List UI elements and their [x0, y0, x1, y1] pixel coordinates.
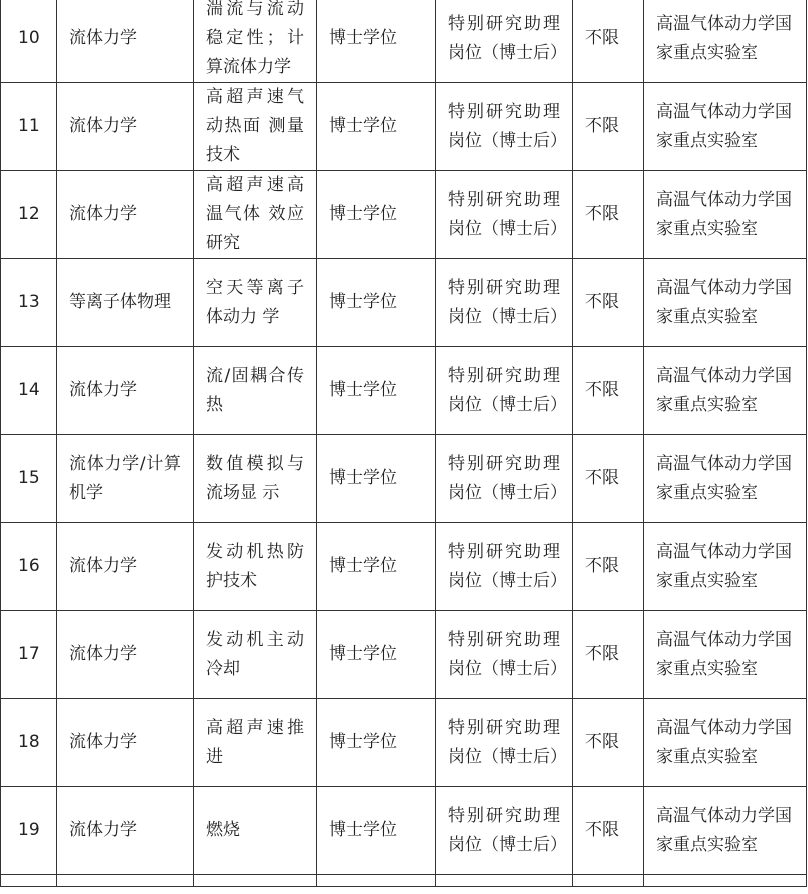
table-row [1, 523, 807, 611]
research-direction-cell: 空天等离子体动力 学 [194, 259, 317, 347]
row-number: 13 [1, 259, 57, 347]
research-direction-cell: 数值模拟与流场显 示 [194, 435, 317, 523]
research-direction-cell: 发动机主动冷却 [194, 611, 317, 699]
degree-cell: 博士学位 [317, 0, 436, 83]
unit-cell: 高温气体动力学国家重点实验室 [644, 435, 807, 523]
age-cell: 不限 [573, 699, 644, 787]
age-cell: 不限 [573, 435, 644, 523]
post-cell: 特别研究助理岗位（博士后） [436, 611, 573, 699]
unit-cell: 高温气体动力学国家重点实验室 [644, 523, 807, 611]
unit-cell: 高温气体动力学国家重点实验室 [644, 259, 807, 347]
degree-cell: 博士学位 [317, 259, 436, 347]
table-row [1, 83, 807, 171]
discipline-cell: 流体力学 [57, 171, 194, 259]
row-number: 18 [1, 699, 57, 787]
research-direction-cell: 高超声速高温气体 效应研究 [194, 171, 317, 259]
age-cell: 不限 [573, 259, 644, 347]
unit-cell [644, 875, 807, 887]
table-row [1, 171, 807, 259]
post-cell: 特别研究助理岗位（博士后） [436, 0, 573, 83]
post-cell: 特别研究助理岗位（博士后） [436, 435, 573, 523]
row-number: 19 [1, 787, 57, 875]
age-cell [573, 875, 644, 887]
age-cell: 不限 [573, 523, 644, 611]
row-number: 16 [1, 523, 57, 611]
post-cell [436, 875, 573, 887]
age-cell: 不限 [573, 787, 644, 875]
unit-cell: 高温气体动力学国家重点实验室 [644, 787, 807, 875]
age-cell: 不限 [573, 611, 644, 699]
age-cell: 不限 [573, 83, 644, 171]
discipline-cell [57, 875, 194, 887]
row-number: 10 [1, 0, 57, 83]
table-row [1, 787, 807, 875]
post-cell: 特别研究助理岗位（博士后） [436, 347, 573, 435]
unit-cell: 高温气体动力学国家重点实验室 [644, 699, 807, 787]
research-direction-cell: 高超声速气动热面 测量技术 [194, 83, 317, 171]
post-cell: 特别研究助理岗位（博士后） [436, 259, 573, 347]
table-row [1, 435, 807, 523]
age-cell: 不限 [573, 171, 644, 259]
degree-cell: 博士学位 [317, 787, 436, 875]
degree-cell: 博士学位 [317, 171, 436, 259]
degree-cell [317, 875, 436, 887]
unit-cell: 高温气体动力学国家重点实验室 [644, 0, 807, 83]
table-row-partial [1, 875, 807, 887]
degree-cell: 博士学位 [317, 83, 436, 171]
research-direction-cell: 高超声速推进 [194, 699, 317, 787]
post-cell: 特别研究助理岗位（博士后） [436, 523, 573, 611]
row-number: 11 [1, 83, 57, 171]
research-direction-cell: 燃烧 [194, 787, 317, 875]
unit-cell: 高温气体动力学国家重点实验室 [644, 611, 807, 699]
unit-cell: 高温气体动力学国家重点实验室 [644, 347, 807, 435]
row-number: 17 [1, 611, 57, 699]
degree-cell: 博士学位 [317, 435, 436, 523]
post-cell: 特别研究助理岗位（博士后） [436, 171, 573, 259]
discipline-cell: 流体力学/计算机学 [57, 435, 194, 523]
degree-cell: 博士学位 [317, 611, 436, 699]
research-direction-cell: 发动机热防护技术 [194, 523, 317, 611]
table-row [1, 0, 807, 83]
row-number [1, 875, 57, 887]
discipline-cell: 流体力学 [57, 523, 194, 611]
table-row [1, 259, 807, 347]
unit-cell: 高温气体动力学国家重点实验室 [644, 171, 807, 259]
post-cell: 特别研究助理岗位（博士后） [436, 83, 573, 171]
table-row [1, 611, 807, 699]
age-cell: 不限 [573, 0, 644, 83]
post-cell: 特别研究助理岗位（博士后） [436, 787, 573, 875]
age-cell: 不限 [573, 347, 644, 435]
degree-cell: 博士学位 [317, 699, 436, 787]
discipline-cell: 流体力学 [57, 347, 194, 435]
research-direction-cell: 流/固耦合传热 [194, 347, 317, 435]
table-row [1, 699, 807, 787]
unit-cell: 高温气体动力学国家重点实验室 [644, 83, 807, 171]
discipline-cell: 流体力学 [57, 83, 194, 171]
discipline-cell: 流体力学 [57, 787, 194, 875]
table-body [1, 0, 807, 887]
table-row [1, 347, 807, 435]
research-direction-cell: 湍流与流动稳定性；计算流体力学 [194, 0, 317, 83]
discipline-cell: 流体力学 [57, 611, 194, 699]
row-number: 15 [1, 435, 57, 523]
discipline-cell: 等离子体物理 [57, 259, 194, 347]
degree-cell: 博士学位 [317, 523, 436, 611]
discipline-cell: 流体力学 [57, 0, 194, 83]
research-direction-cell [194, 875, 317, 887]
discipline-cell: 流体力学 [57, 699, 194, 787]
row-number: 12 [1, 171, 57, 259]
degree-cell: 博士学位 [317, 347, 436, 435]
post-cell: 特别研究助理岗位（博士后） [436, 699, 573, 787]
row-number: 14 [1, 347, 57, 435]
